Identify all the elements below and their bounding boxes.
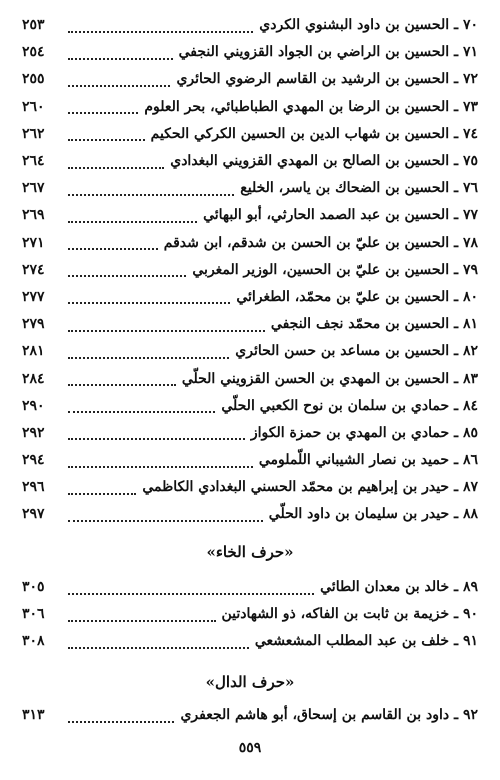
toc-entry	[22, 175, 478, 202]
dot-leader	[68, 167, 164, 169]
entry-title: ٧٧ ـ الحسين بن عبد الصمد الحارثي، أبو البهائي	[203, 207, 478, 224]
toc-entry	[22, 39, 478, 66]
entry-title: ٧٥ ـ الحسين بن الصالح بن المهدي القزويني البغدادي	[170, 153, 478, 170]
toc-entry	[22, 447, 478, 474]
entry-title: ٩٢ ـ داود بن القاسم بن إسحاق، أبو هاشم الجعفري	[180, 707, 478, 724]
toc-entry	[22, 365, 478, 392]
entry-page-number: ٢٥٤	[22, 44, 45, 61]
entry-title: ٨٢ ـ الحسين بن مساعد بن حسن الحائري	[235, 343, 478, 360]
entry-page-number: ٢٩٢	[22, 424, 45, 441]
toc-section-ha	[22, 12, 478, 529]
dot-leader	[68, 411, 215, 413]
dot-leader	[68, 593, 314, 595]
dot-leader	[68, 194, 234, 196]
page-number: ٥٥٩	[238, 740, 262, 756]
entry-title: ٨١ ـ الحسين بن محمّد نجف النجفي	[270, 316, 478, 333]
entry-title: ٨٦ ـ حميد بن نصار الشيباني اللّملومي	[258, 452, 478, 469]
dot-leader	[68, 302, 230, 304]
entry-title: ٨٧ ـ حيدر بن إبراهيم بن محمّد الحسني البغدادي الكاظمي	[142, 479, 478, 496]
entry-page-number: ٢٦٩	[22, 207, 45, 224]
dot-leader	[68, 112, 138, 114]
toc-section-dal	[22, 702, 478, 729]
toc-entry	[22, 230, 478, 257]
entry-title: ٩١ ـ خلف بن عبد المطلب المشعشعي	[254, 633, 478, 650]
entry-page-number: ٢٦٤	[22, 153, 45, 170]
entry-title: ٨٣ ـ الحسين بن المهدي بن الحسن القزويني الحلّي	[181, 370, 478, 387]
entry-title: ٧٦ ـ الحسين بن الضحاك بن ياسر، الخليع	[240, 180, 478, 197]
entry-title: ٨٠ ـ الحسين بن عليّ بن محمّد، الطغرائي	[236, 288, 478, 305]
toc-entry	[22, 66, 478, 93]
dot-leader	[68, 721, 174, 723]
entry-page-number: ٢٨٤	[22, 370, 45, 387]
entry-page-number: ٣٠٥	[22, 579, 45, 596]
dot-leader	[68, 520, 263, 522]
entry-page-number: ٢٥٥	[22, 71, 45, 88]
entry-title: ٧٨ ـ الحسين بن عليّ بن الحسن بن شدقم، ابن شدقم	[163, 234, 478, 251]
toc-entry	[22, 12, 478, 39]
toc-entry	[22, 702, 478, 729]
entry-page-number: ٢٧١	[22, 234, 45, 251]
entry-page-number: ٢٨١	[22, 343, 45, 360]
toc-entry	[22, 420, 478, 447]
toc-section-kha	[22, 574, 478, 656]
dot-leader	[68, 248, 158, 250]
entry-title: ٨٨ ـ حيدر بن سليمان بن داود الحلّي	[268, 506, 478, 523]
entry-title: ٨٤ ـ حمادي بن سلمان بن نوح الكعبي الحلّي	[221, 397, 478, 414]
entry-title: ٧٩ ـ الحسين بن عليّ بن الحسين، الوزير المغربي	[192, 261, 478, 278]
toc-entry	[22, 284, 478, 311]
toc-entry	[22, 94, 478, 121]
toc-entry	[22, 202, 478, 229]
toc-entry	[22, 501, 478, 528]
entry-page-number: ٢٩٤	[22, 452, 45, 469]
entry-page-number: ٢٦٧	[22, 180, 45, 197]
entry-title: ٧٢ ـ الحسين بن الرشيد بن القاسم الرضوي الحائري	[176, 71, 478, 88]
dot-leader	[68, 384, 176, 386]
entry-page-number: ٢٧٧	[22, 288, 45, 305]
entry-page-number: ٢٩٦	[22, 479, 45, 496]
entry-page-number: ٢٦٠	[22, 98, 45, 115]
dot-leader	[68, 31, 253, 33]
dot-leader	[68, 493, 136, 495]
dot-leader	[68, 221, 197, 223]
toc-entry	[22, 393, 478, 420]
toc-entry	[22, 628, 478, 655]
dot-leader	[68, 139, 145, 141]
toc-entry	[22, 121, 478, 148]
entry-page-number: ٣٠٦	[22, 606, 45, 623]
dot-leader	[68, 275, 186, 277]
dot-leader	[68, 330, 265, 332]
toc-entry	[22, 574, 478, 601]
section-heading-dal: «حرف الدال»	[205, 673, 295, 691]
entry-title: ٧٠ ـ الحسين بن داود البشنوي الكردي	[259, 17, 478, 34]
entry-page-number: ٢٥٣	[22, 17, 45, 34]
section-heading-kha: «حرف الخاء»	[206, 543, 294, 561]
entry-title: ٨٥ ـ حمادي بن المهدي بن حمزة الكواز	[250, 424, 478, 441]
entry-title: ٨٩ ـ خالد بن معدان الطائي	[320, 579, 478, 596]
entry-title: ٧١ ـ الحسين بن الراضي بن الجواد القزويني النجفي	[178, 44, 478, 61]
dot-leader	[68, 58, 173, 60]
dot-leader	[68, 438, 245, 440]
dot-leader	[68, 466, 253, 468]
dot-leader	[68, 647, 249, 649]
entry-page-number: ٣١٣	[22, 707, 45, 724]
dot-leader	[68, 620, 216, 622]
dot-leader	[68, 85, 170, 87]
toc-entry	[22, 474, 478, 501]
dot-leader	[68, 357, 229, 359]
entry-title: ٧٤ ـ الحسين بن شهاب الدين بن الحسين الكركي الحكيم	[150, 125, 478, 142]
entry-title: ٩٠ ـ خزيمة بن ثابت بن الفاكه، ذو الشهادتين	[221, 606, 478, 623]
toc-entry	[22, 311, 478, 338]
entry-page-number: ٢٦٢	[22, 125, 45, 142]
entry-page-number: ٢٧٤	[22, 261, 45, 278]
entry-page-number: ٢٩٠	[22, 397, 45, 414]
toc-entry	[22, 148, 478, 175]
toc-entry	[22, 601, 478, 628]
toc-entry	[22, 338, 478, 365]
toc-entry	[22, 257, 478, 284]
entry-page-number: ٢٧٩	[22, 316, 45, 333]
entry-page-number: ٣٠٨	[22, 633, 45, 650]
entry-title: ٧٣ ـ الحسين بن الرضا بن المهدي الطباطبائي، بحر العلوم	[144, 98, 478, 115]
entry-page-number: ٢٩٧	[22, 506, 45, 523]
